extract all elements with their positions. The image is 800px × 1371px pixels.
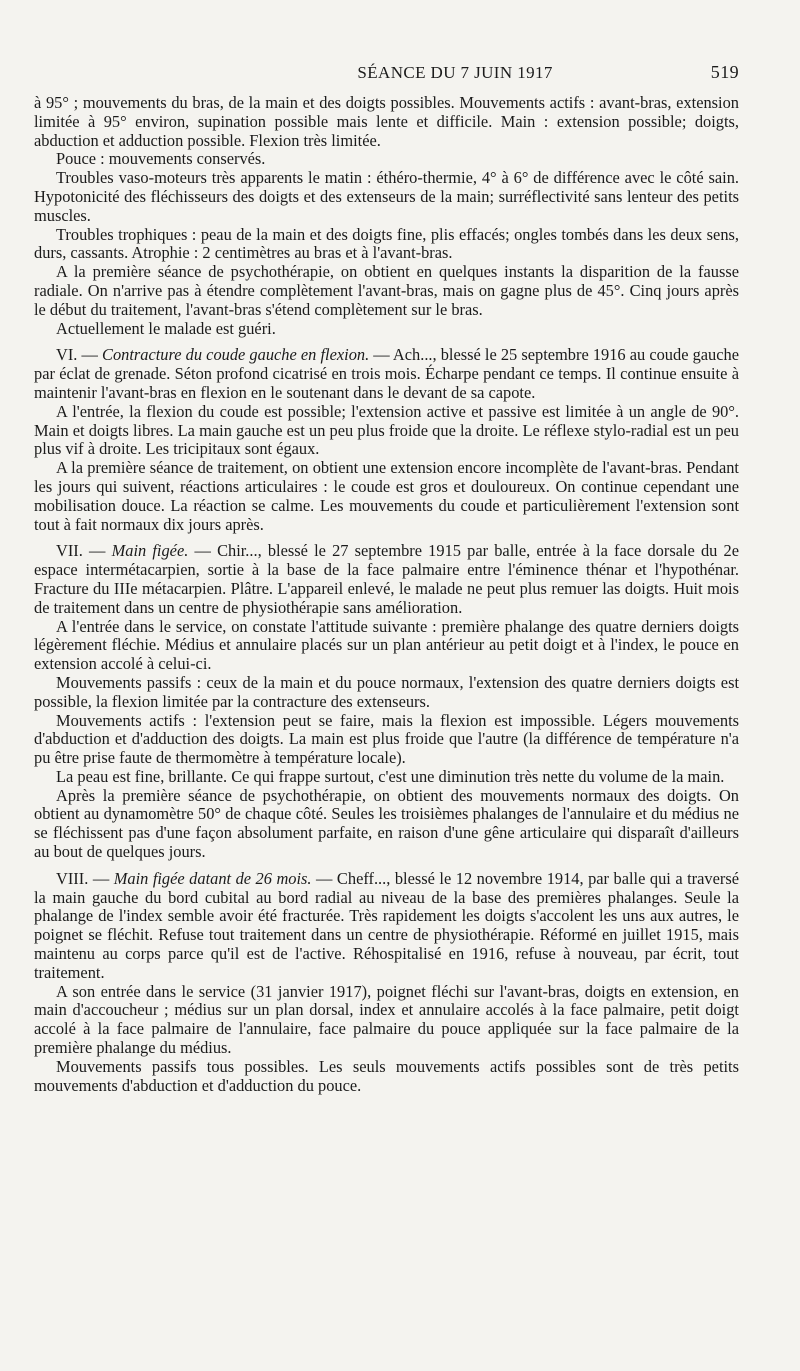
page-header: [34, 62, 739, 94]
case-heading-vii: [34, 542, 739, 617]
case-title: Main figée.: [111, 541, 189, 561]
paragraph: A son entrée dans le service (31 janvier 1917), poignet fléchi sur l'avant-bras, doigts en extension, en main d'accoucheur ; médius sur un plan dorsal, index et annulaire accolés à la face palmaire, petit doigt accolé à la face palmaire de l'annulaire, face palmaire du pouce appliquée sur la face palmaire de la première phalange du médius.: [34, 981, 739, 1058]
case-intro: — Chir..., blessé le 27 septembre 1915 par balle, entrée à la face dorsale du 2e espace intermétacarpien, sortie à la base de la face palmaire entre l'éminence thénar et l'hypothénar. Fracture du IIIe métacarpien. Plâtre. L'appareil enlevé, le malade ne peut plus remuer las doigts. Huit mois de traitement dans un centre de physiothérapie sans amélioration.: [34, 541, 740, 617]
case-intro: — Cheff..., blessé le 12 novembre 1914, par balle qui a traversé la main gauche du bord cubital au bord radial au niveau de la base des premières phalanges. Seule la phalange de l'index semble avoir été fracturée. Très rapidement les doigts s'accolent les uns aux autres, le poignet se fléchit. Refuse tout traitement dans un centre de physiothérapie. Réformé en juillet 1915, mais maintenu au corps parce qu'il est de l'active. Réhospitalisé en 1916, refuse à nouveau, par écrit, tout traitement.: [34, 868, 739, 982]
paragraph: Après la première séance de psychothérapie, on obtient des mouvements normaux des doigts. On obtient au dynamomètre 50° de chaque côté. Seules les troisièmes phalanges de l'annulaire et du médius ne se fléchissent pas d'une façon absolument parfaite, en raison d'une gêne articulaire qui disparaît d'ailleurs au bout de quelques jours.: [34, 785, 739, 862]
case-intro: — Ach..., blessé le 25 septembre 1916 au coude gauche par éclat de grenade. Séton profond cicatrisé en trois mois. Écharpe pendant ce temps. Il continue ensuite à maintenir l'avant-bras en flexion en le soutenant dans le devant de sa capote.: [34, 345, 739, 402]
page-number: 519: [710, 62, 739, 82]
paragraph: La peau est fine, brillante. Ce qui frappe surtout, c'est une diminution très nette du volume de la main.: [56, 766, 725, 786]
paragraph: Mouvements passifs tous possibles. Les seuls mouvements actifs possibles sont de très petits mouvements d'abduction et d'adduction du pouce.: [34, 1056, 739, 1095]
case-number: VIII. —: [56, 868, 114, 888]
document-page: [34, 62, 739, 1095]
paragraph: A l'entrée, la flexion du coude est possible; l'extension active et passive est limitée à un angle de 90°. Main et doigts libres. La main gauche est un peu plus froide que la droite. Le réflexe stylo-radial est un peu plus vif à droite. Les tricipitaux sont égaux.: [34, 401, 739, 459]
running-head: SÉANCE DU 7 JUIN 1917: [357, 63, 553, 82]
paragraph: Mouvements passifs : ceux de la main et du pouce normaux, l'extension des quatre derniers doigts est possible, la flexion limitée par la contracture des extenseurs.: [34, 672, 739, 711]
paragraph: A la première séance de traitement, on obtient une extension encore incomplète de l'avant-bras. Pendant les jours qui suivent, réactions articulaires : le coude est gros et douloureux. On continue cependant une mobilisation douce. La réaction se calme. Les mouvements du coude et particulièrement l'extension sont tout à fait normaux dix jours après.: [34, 458, 739, 534]
case-number: VI. —: [56, 345, 103, 365]
body-text: [34, 94, 739, 1095]
paragraph: A la première séance de psychothérapie, on obtient en quelques instants la disparition de la fausse radiale. On n'arrive pas à étendre complètement l'avant-bras, mais on gagne plus de 45°. Cinq jours après le début du traitement, l'avant-bras s'étend complètement sur le bras.: [34, 262, 739, 319]
case-title: Main figée datant de 26 mois.: [113, 868, 312, 888]
paragraph: Troubles trophiques : peau de la main et des doigts fine, plis effacés; ongles tombés dans les deux sens, durs, cassants. Atrophie : 2 centimètres au bras et à l'avant-bras.: [34, 224, 739, 263]
paragraph: Troubles vaso-moteurs très apparents le matin : éthéro-thermie, 4° à 6° de différence avec le côté sain. Hypotonicité des fléchisseurs des doigts et des extenseurs de la main; surréflectivité sans lenteur des petits muscles.: [34, 168, 739, 225]
case-heading-viii: [34, 870, 739, 983]
paragraph: Mouvements actifs : l'extension peut se faire, mais la flexion est impossible. Légers mouvements d'abduction et d'adduction des doigts. La main est plus froide que l'autre (la différence de température n'a pu être prise faute de thermomètre à température locale).: [34, 710, 739, 768]
case-heading-vi: [34, 346, 739, 402]
paragraph: Actuellement le malade est guéri.: [56, 318, 276, 338]
paragraph: à 95° ; mouvements du bras, de la main et des doigts possibles. Mouvements actifs : avant-bras, extension limitée à 95° environ, supination possible mais lente et difficile. Main : extension possible; doigts, abduction et adduction possible. Flexion très limitée.: [34, 93, 739, 150]
paragraph: A l'entrée dans le service, on constate l'attitude suivante : première phalange des quatre derniers doigts légèrement fléchie. Médius et annulaire placés sur un plan antérieur au petit doigt et à l'index, le pouce en extension accolé à celui-ci.: [34, 616, 739, 674]
case-title: Contracture du coude gauche en flexion.: [102, 345, 370, 365]
paragraph: Pouce : mouvements conservés.: [56, 149, 266, 169]
case-number: VII. —: [56, 541, 112, 561]
